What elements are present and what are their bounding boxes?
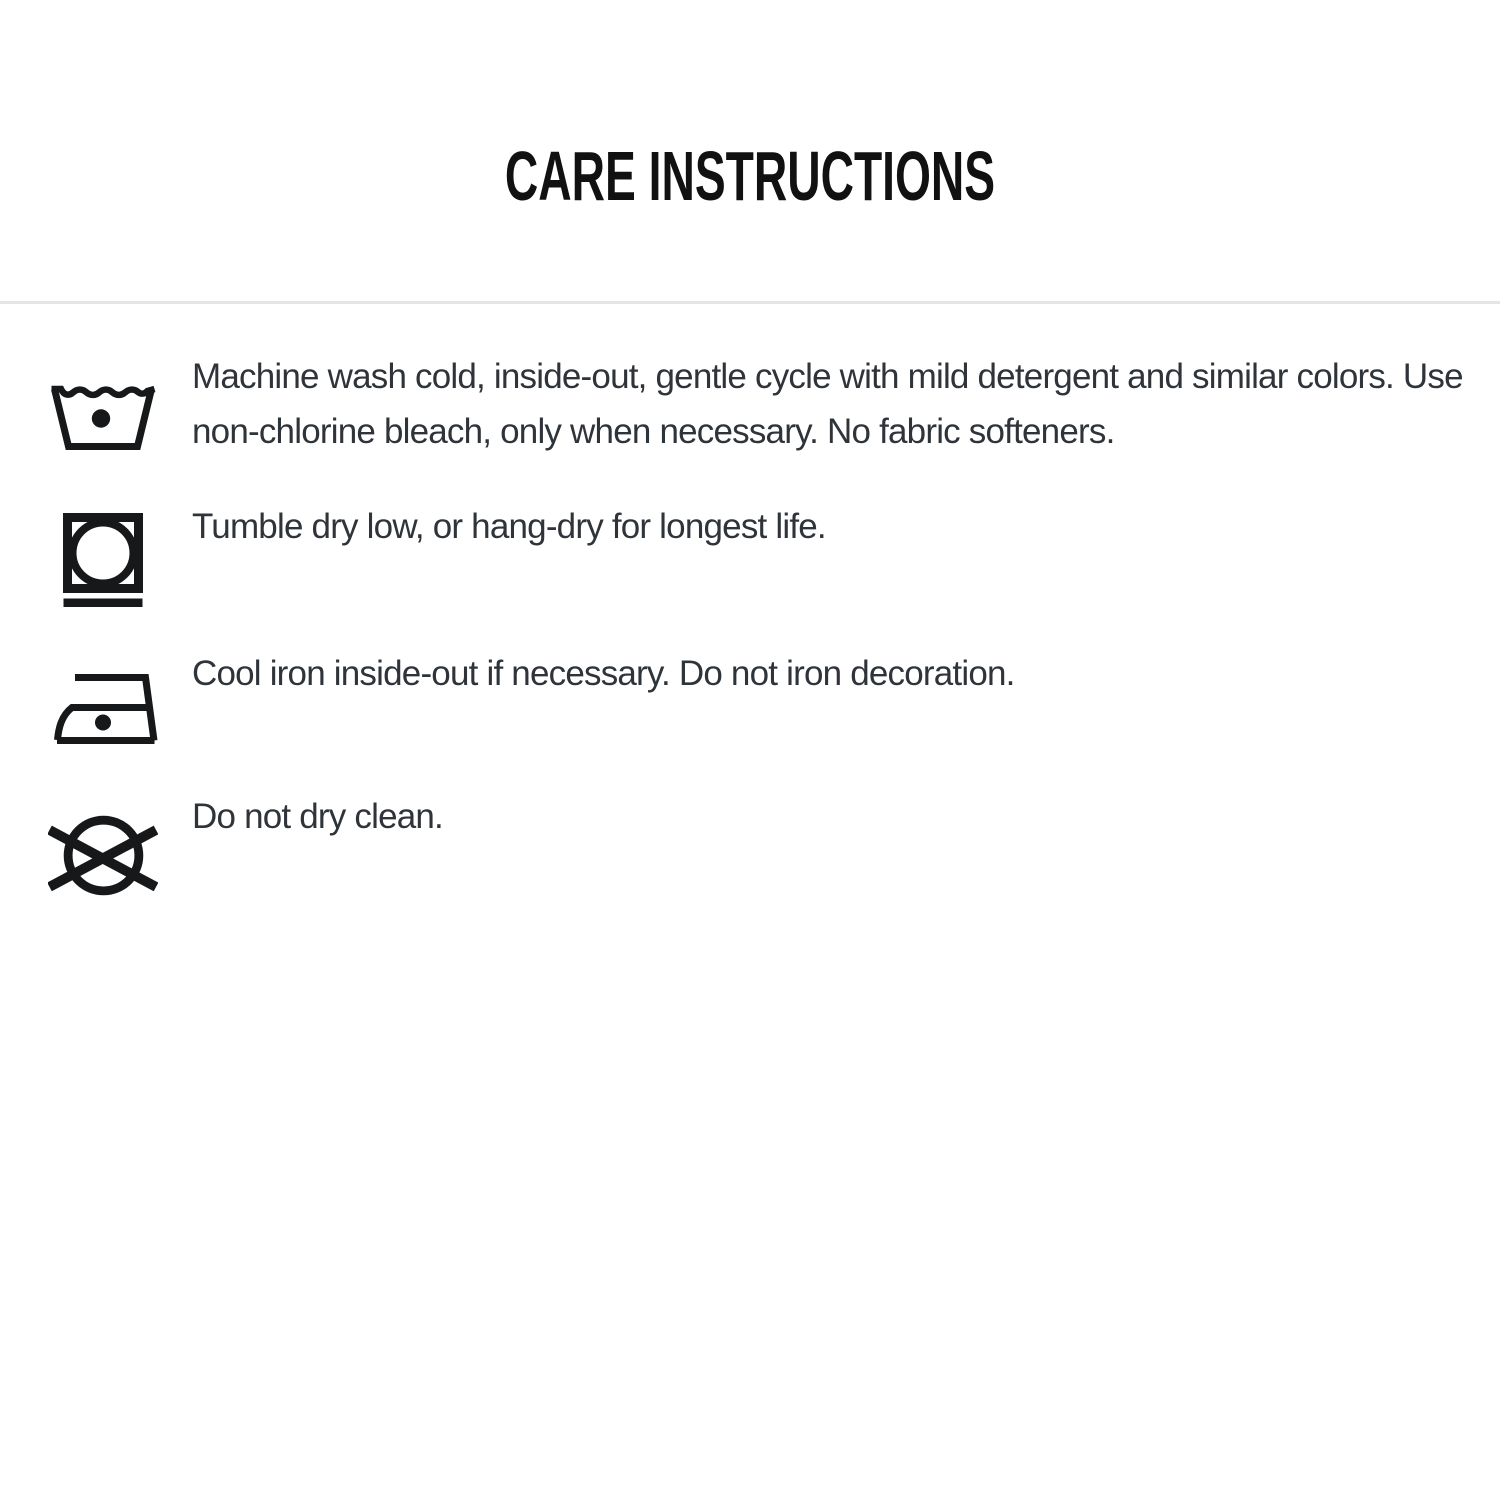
instruction-text: Cool iron inside-out if necessary. Do not iron decoration. xyxy=(192,654,1015,693)
instruction-text: Tumble dry low, or hang-dry for longest life. xyxy=(192,507,826,546)
instruction-text: Machine wash cold, inside-out, gentle cycle with mild detergent and similar colors. Use non-chlorine bleach, only when necessary. No fabric softeners. xyxy=(192,357,1463,451)
icon-cell xyxy=(48,789,158,897)
instruction-row-cool-iron xyxy=(48,646,1467,745)
icon-cell xyxy=(48,499,158,607)
tumble-dry-icon xyxy=(63,513,143,607)
icon-cell xyxy=(48,646,158,745)
instruction-text: Do not dry clean. xyxy=(192,797,443,836)
instruction-row-machine-wash xyxy=(48,349,1467,459)
page-title: CARE INSTRUCTIONS xyxy=(504,137,996,215)
instruction-row-do-not-dry-clean xyxy=(48,789,1467,897)
machine-wash-icon xyxy=(50,383,156,453)
do-not-dry-clean-icon xyxy=(48,815,158,897)
divider xyxy=(0,301,1500,304)
cool-iron-icon xyxy=(48,673,158,745)
instruction-row-tumble-dry xyxy=(48,499,1467,607)
icon-cell xyxy=(48,349,158,453)
